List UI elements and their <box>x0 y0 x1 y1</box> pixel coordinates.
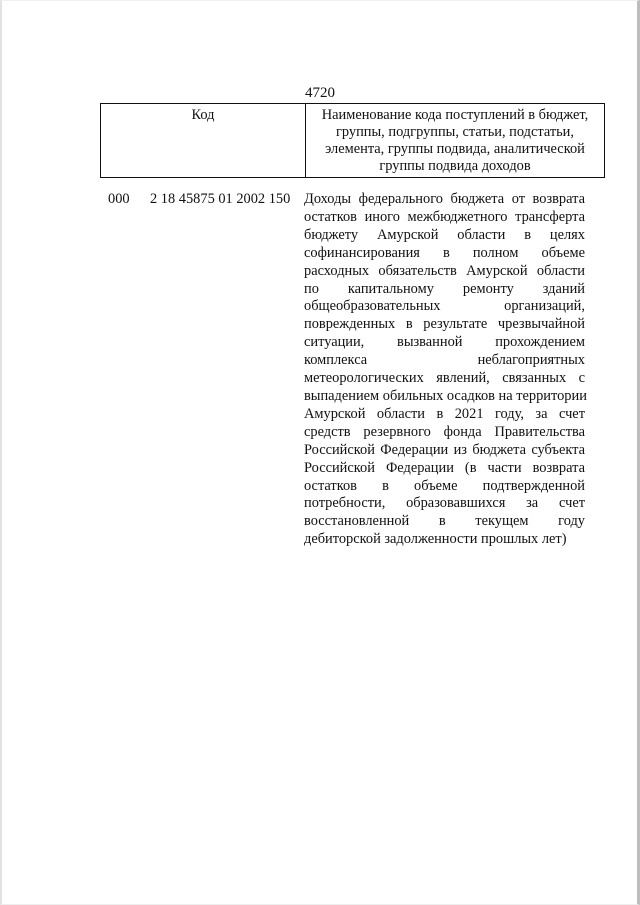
income-description <box>304 191 585 549</box>
header-name-cell <box>306 104 605 178</box>
description-line: остатков иного межбюджетного трансферта <box>304 208 585 225</box>
page-number: 4720 <box>305 85 335 101</box>
description-line: восстановленной в текущем году <box>304 513 585 530</box>
description-line: Амурской области в 2021 году, за счет <box>304 405 585 422</box>
description-line: Российской Федерации из бюджета субъекта <box>304 441 585 458</box>
table-header <box>100 103 605 178</box>
description-line: бюджету Амурской области в целях <box>304 226 585 243</box>
table-header-row <box>101 104 605 178</box>
header-code-label: Код <box>191 107 215 123</box>
admin-code: 000 <box>108 191 130 207</box>
description-line: расходных обязательств Амурской области <box>304 262 585 279</box>
income-code: 2 18 45875 01 2002 150 <box>150 191 291 207</box>
header-name-line: Наименование кода поступлений в бюджет, <box>321 107 589 123</box>
description-line: средств резервного фонда Правительства <box>304 423 585 440</box>
description-line: дебиторской задолженности прошлых лет) <box>304 531 567 548</box>
description-line: выпадением обильных осадков на территории <box>304 387 587 404</box>
description-line: остатков в объеме подтвержденной <box>304 477 585 494</box>
description-line: метеорологических явлений, связанных с <box>304 370 585 387</box>
description-line: Российской Федерации (в части возврата <box>304 459 585 476</box>
description-line: Доходы федерального бюджета от возврата <box>304 191 585 207</box>
header-name-line: элемента, группы подвида, аналитической <box>325 141 585 157</box>
header-name-line: группы подвида доходов <box>379 158 531 174</box>
header-name-line: группы, подгруппы, статьи, подстатьи, <box>336 124 574 140</box>
description-line: по капитальному ремонту зданий <box>304 280 585 297</box>
header-code-cell <box>101 104 306 178</box>
description-line: поврежденных в результате чрезвычайной <box>304 316 585 333</box>
description-line: общеобразовательных организаций, <box>304 298 585 315</box>
description-line: потребности, образовавшихся за счет <box>304 495 585 512</box>
description-line: софинансирования в полном объеме <box>304 244 585 261</box>
description-line: комплекса неблагоприятных <box>304 352 585 369</box>
description-line: ситуации, вызванной прохождением <box>304 334 585 351</box>
